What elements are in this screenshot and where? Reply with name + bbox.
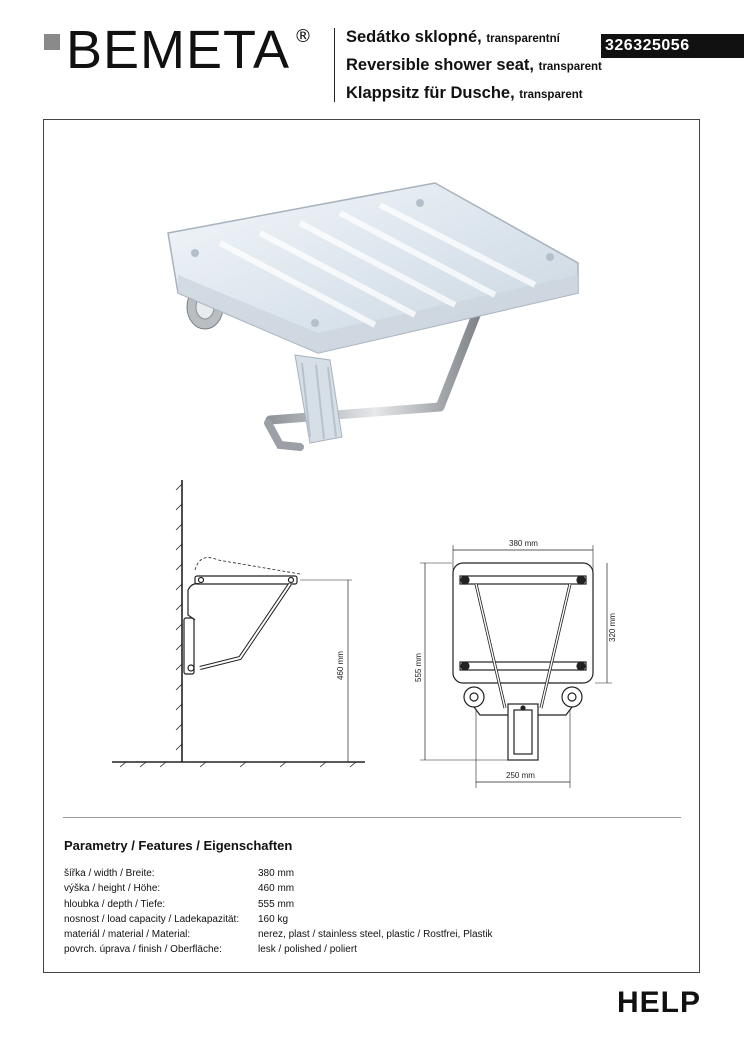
product-titles [346, 24, 602, 108]
title-divider [334, 28, 335, 102]
feature-label: výška / height / Höhe: [64, 883, 161, 895]
title-cz: Sedátko sklopné, transparentní [346, 28, 560, 46]
feature-label: povrch. úprava / finish / Oberfläche: [64, 944, 222, 956]
feature-row [64, 868, 493, 883]
feature-row [64, 929, 493, 944]
feature-label: hloubka / depth / Tiefe: [64, 898, 166, 910]
feature-row [64, 944, 493, 959]
side-view [112, 480, 365, 767]
title-en: Reversible shower seat, transparent [346, 56, 602, 74]
feature-value: 380 mm [258, 868, 295, 879]
feature-value: 555 mm [258, 898, 295, 910]
feature-value: 160 kg [258, 913, 289, 925]
feature-label: nosnost / load capacity / Ladekapazität: [64, 913, 240, 925]
logo-square-mark [44, 34, 60, 50]
feature-row [64, 914, 493, 929]
section-divider [63, 817, 681, 818]
feature-label: materiál / material / Material: [64, 929, 191, 941]
features-heading: Parametry / Features / Eigenschaften [64, 838, 293, 853]
feature-value: lesk / polished / poliert [258, 944, 357, 956]
feature-label: šířka / width / Breite: [64, 868, 155, 879]
series-name: HELP [617, 986, 702, 1019]
dim-bracket-label: 250 mm [506, 771, 535, 780]
front-view [420, 545, 612, 788]
title-de: Klappsitz für Dusche, transparent [346, 84, 583, 102]
dim-hinge-height-label: 320 mm [608, 613, 617, 642]
feature-row [64, 899, 493, 914]
product-code: 326325056 [601, 34, 744, 58]
features-table [64, 868, 493, 960]
dim-depth-label: 555 mm [414, 653, 423, 682]
dim-side-height-label: 460 mm [336, 651, 345, 680]
registered-mark: ® [294, 26, 312, 47]
feature-row [64, 883, 493, 898]
feature-value: 460 mm [258, 883, 295, 895]
technical-drawing [100, 470, 660, 800]
product-photo [150, 175, 600, 460]
feature-value: nerez, plast / stainless steel, plastic / Rostfrei, Plastik [258, 929, 493, 941]
brand-logo: BEMETA [66, 20, 291, 80]
dim-width-label: 380 mm [509, 539, 538, 548]
